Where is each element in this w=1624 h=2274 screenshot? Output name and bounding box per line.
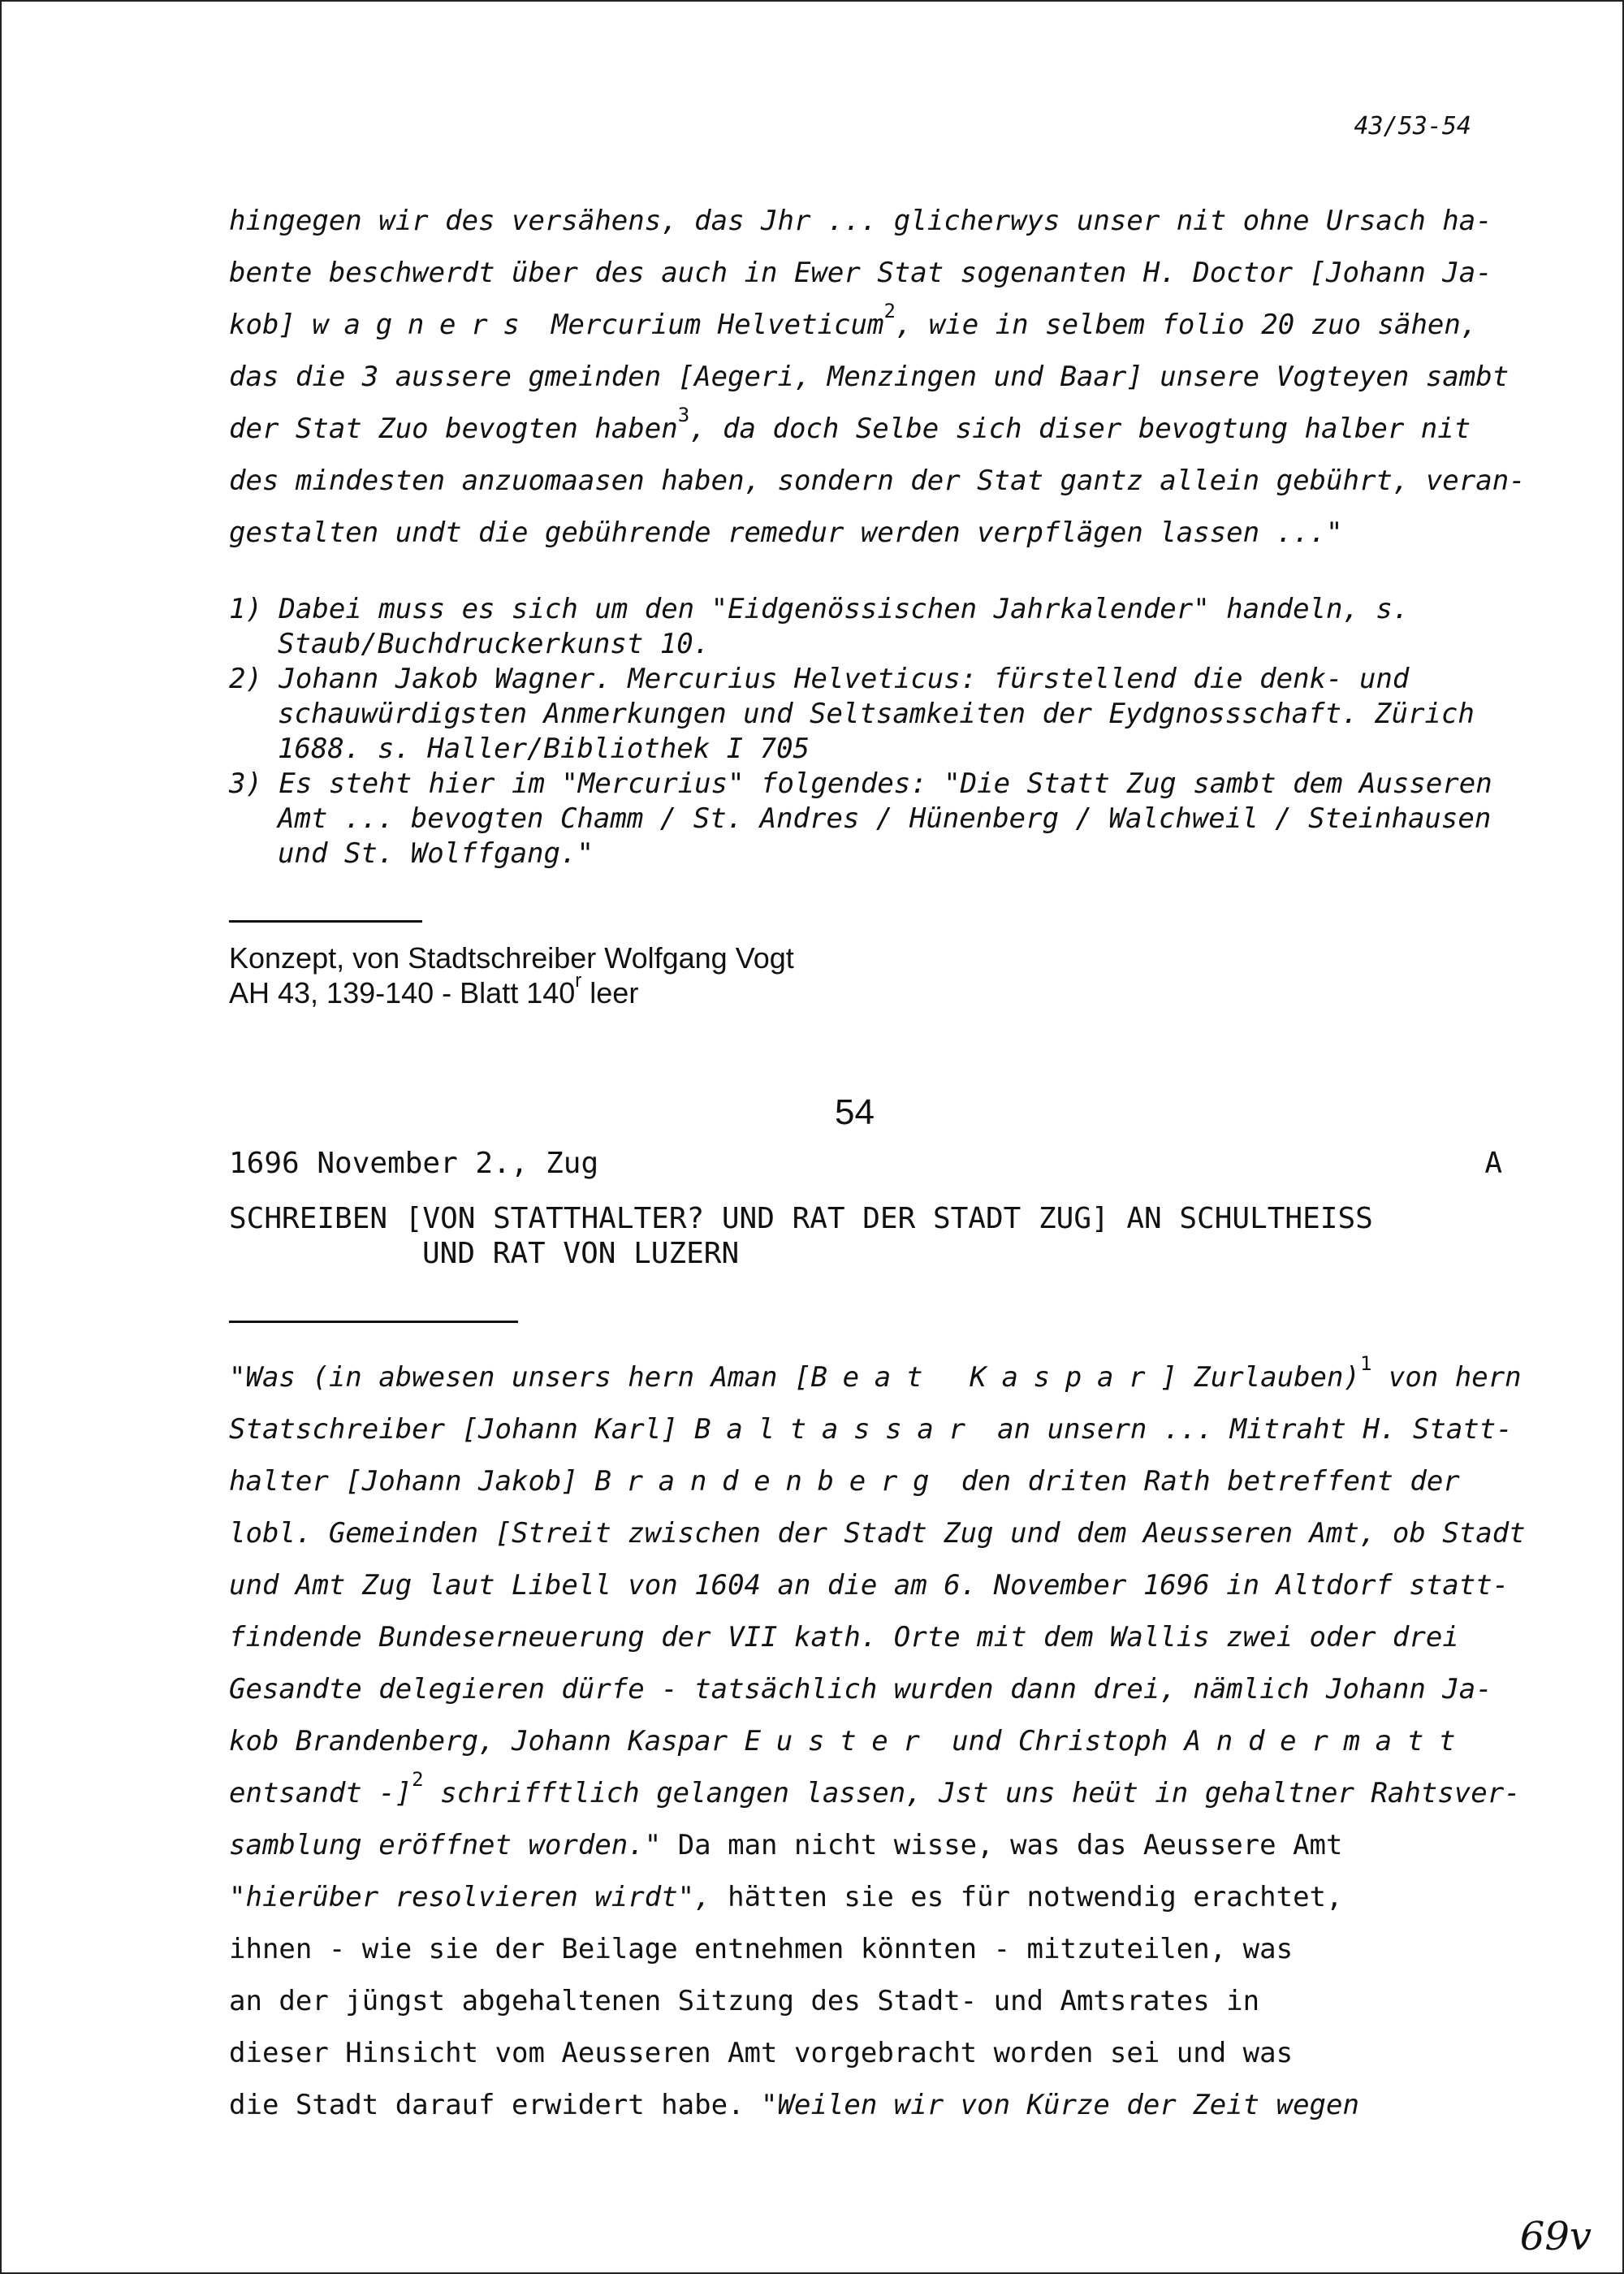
previous-text-line — [229, 455, 1526, 507]
source-separator-rule — [229, 920, 422, 923]
document-text-line — [229, 1819, 1342, 1871]
text-run: kob] — [229, 309, 313, 341]
text-run: dieser Hinsicht vom Aeusseren Amt vorgebracht worden sei und was — [229, 2037, 1294, 2069]
footnote-marker: 2 — [883, 300, 896, 322]
document-text-line — [229, 1663, 1492, 1715]
document-text-line — [229, 2027, 1293, 2079]
document-text-line — [229, 1611, 1459, 1663]
document-heading-line-1: SCHREIBEN [VON STATTHALTER? UND RAT DER STADT ZUG] AN SCHULTHEISS — [229, 1202, 1373, 1235]
source-line-1: Konzept, von Stadtschreiber Wolfgang Vogt — [229, 941, 794, 975]
source-line-2-sup: r — [575, 970, 582, 992]
footnote-3-line: Amt ... bevogten Chamm / St. Andres / Hünenberg / Walchweil / Steinhausen — [278, 802, 1492, 835]
document-text-line — [229, 1559, 1509, 1611]
text-run: halter [Johann Jakob] — [229, 1465, 595, 1498]
document-text-line — [229, 1715, 1471, 1767]
text-run: von hern — [1371, 1361, 1522, 1394]
document-text-line — [229, 1975, 1259, 2027]
text-run: "Weilen wir von Kürze der Zeit wegen — [761, 2089, 1359, 2121]
text-run: hingegen wir des versähens, das Jhr ... glicherwys unser nit ohne Ursach ha- — [229, 205, 1492, 237]
text-run: der Stat Zuo bevogten haben — [229, 413, 678, 445]
text-run: des mindesten anzuomaasen haben, sondern der Stat gantz allein gebührt, veran- — [229, 465, 1526, 497]
previous-text-line — [229, 299, 1477, 353]
spaced-name: Euster — [744, 1725, 935, 1757]
text-run: findende Bundeserneuerung der VII kath. Orte mit dem Wallis zwei oder drei — [229, 1621, 1459, 1654]
text-run: an unsern ... Mitraht H. Statt- — [980, 1413, 1513, 1446]
document-text-line — [229, 2079, 1359, 2131]
text-run: hätten sie es für notwendig erachtet, — [710, 1881, 1343, 1913]
document-text-line — [229, 1923, 1293, 1975]
text-run: "hierüber resolvieren wirdt", — [229, 1881, 711, 1913]
text-run: ihnen - wie sie der Beilage entnehmen könnten - mitzuteilen, was — [229, 1933, 1294, 1965]
footnote-marker: 2 — [412, 1768, 424, 1791]
text-run: , wie in selbem folio 20 zuo sähen, — [895, 309, 1478, 341]
footnote-1-line: 1) Dabei muss es sich um den "Eidgenössischen Jahrkalender" handeln, s. — [229, 593, 1410, 625]
text-run: gestalten undt die gebührende remedur werden verpflägen lassen ..." — [229, 517, 1343, 549]
text-run: Statschreiber [Johann Karl] — [229, 1413, 695, 1446]
page-reference: 43/53-54 — [1354, 112, 1471, 141]
footnote-3-line: 3) Es steht hier im "Mercurius" folgendes: "Die Statt Zug sambt dem Ausseren — [229, 767, 1492, 800]
text-run: samblung eröffnet worden." — [229, 1829, 662, 1861]
footnote-2-line: 2) Johann Jakob Wagner. Mercurius Helveticus: fürstellend die denk- und — [229, 663, 1410, 695]
spaced-name: wagners — [312, 309, 535, 341]
document-text-line — [229, 1351, 1522, 1406]
text-run: Gesandte delegieren dürfe - tatsächlich wurden dann drei, nämlich Johann Ja- — [229, 1673, 1492, 1706]
text-run: und Christoph — [935, 1725, 1185, 1757]
spaced-name: Beat Kaspar — [810, 1361, 1161, 1394]
source-line-2-main: AH 43, 139-140 - Blatt 140 — [229, 976, 576, 1009]
handwritten-page-number: 69v — [1519, 2214, 1592, 2259]
source-line-2-end: leer — [581, 976, 639, 1009]
text-run: an der jüngst abgehaltenen Sitzung des Stadt- und Amtsrates in — [229, 1985, 1260, 2017]
document-number: 54 — [835, 1092, 875, 1132]
text-run: kob Brandenberg, Johann Kaspar — [229, 1725, 745, 1757]
text-run: entsandt -] — [229, 1777, 412, 1809]
document-mark: A — [1484, 1147, 1502, 1180]
text-run: und Amt Zug laut Libell von 1604 an die am 6. November 1696 in Altdorf statt- — [229, 1569, 1510, 1602]
footnote-marker: 1 — [1359, 1352, 1372, 1375]
text-run: ] Zurlauben) — [1160, 1361, 1360, 1394]
previous-text-line — [229, 403, 1471, 457]
previous-text-line — [229, 247, 1492, 299]
footnote-2-line: 1688. s. Haller/Bibliothek I 705 — [278, 733, 810, 765]
text-run: das die 3 aussere gmeinden [Aegeri, Menzingen und Baar] unsere Vogteyen sambt — [229, 361, 1510, 393]
previous-text-line — [229, 507, 1342, 559]
text-run: , da doch Selbe sich diser bevogtung halber nit — [689, 413, 1471, 445]
heading-separator-rule — [229, 1321, 518, 1323]
document-text-line — [229, 1767, 1521, 1822]
text-run: den driten Rath betreffent der — [944, 1465, 1460, 1498]
document-text-line — [229, 1871, 1342, 1923]
document-text-line — [229, 1455, 1460, 1507]
text-run: die Stadt darauf erwidert habe. — [229, 2089, 762, 2121]
footnote-1-line: Staub/Buchdruckerkunst 10. — [278, 628, 710, 660]
document-text-line — [229, 1507, 1526, 1559]
text-run: "Was (in abwesen unsers hern Aman [ — [229, 1361, 811, 1394]
footnote-3-line: und St. Wolffgang." — [278, 837, 594, 870]
footnote-marker: 3 — [677, 404, 690, 426]
text-run: bente beschwerdt über des auch in Ewer Stat sogenanten H. Doctor [Johann Ja- — [229, 257, 1492, 289]
spaced-name: Brandenberg — [594, 1465, 945, 1498]
previous-text-line — [229, 195, 1492, 247]
text-run: lobl. Gemeinden [Streit zwischen der Stadt Zug und dem Aeusseren Amt, ob Stadt — [229, 1517, 1526, 1550]
previous-text-line — [229, 351, 1509, 403]
document-text-line — [229, 1403, 1513, 1455]
spaced-name: Baltassar — [694, 1413, 981, 1446]
footnote-2-line: schauwürdigsten Anmerkungen und Seltsamkeiten der Eydgnossschaft. Zürich — [278, 698, 1475, 730]
document-date: 1696 November 2., Zug — [229, 1147, 599, 1180]
text-run: Mercurium Helveticum — [534, 309, 884, 341]
text-run: schrifftlich gelangen lassen, Jst uns heüt in gehaltner Rahtsver- — [423, 1777, 1521, 1809]
document-heading-line-2: UND RAT VON LUZERN — [422, 1237, 740, 1270]
source-line-2 — [229, 970, 639, 1014]
text-run: Da man nicht wisse, was das Aeussere Amt — [661, 1829, 1343, 1861]
spaced-name: Andermatt — [1184, 1725, 1471, 1757]
